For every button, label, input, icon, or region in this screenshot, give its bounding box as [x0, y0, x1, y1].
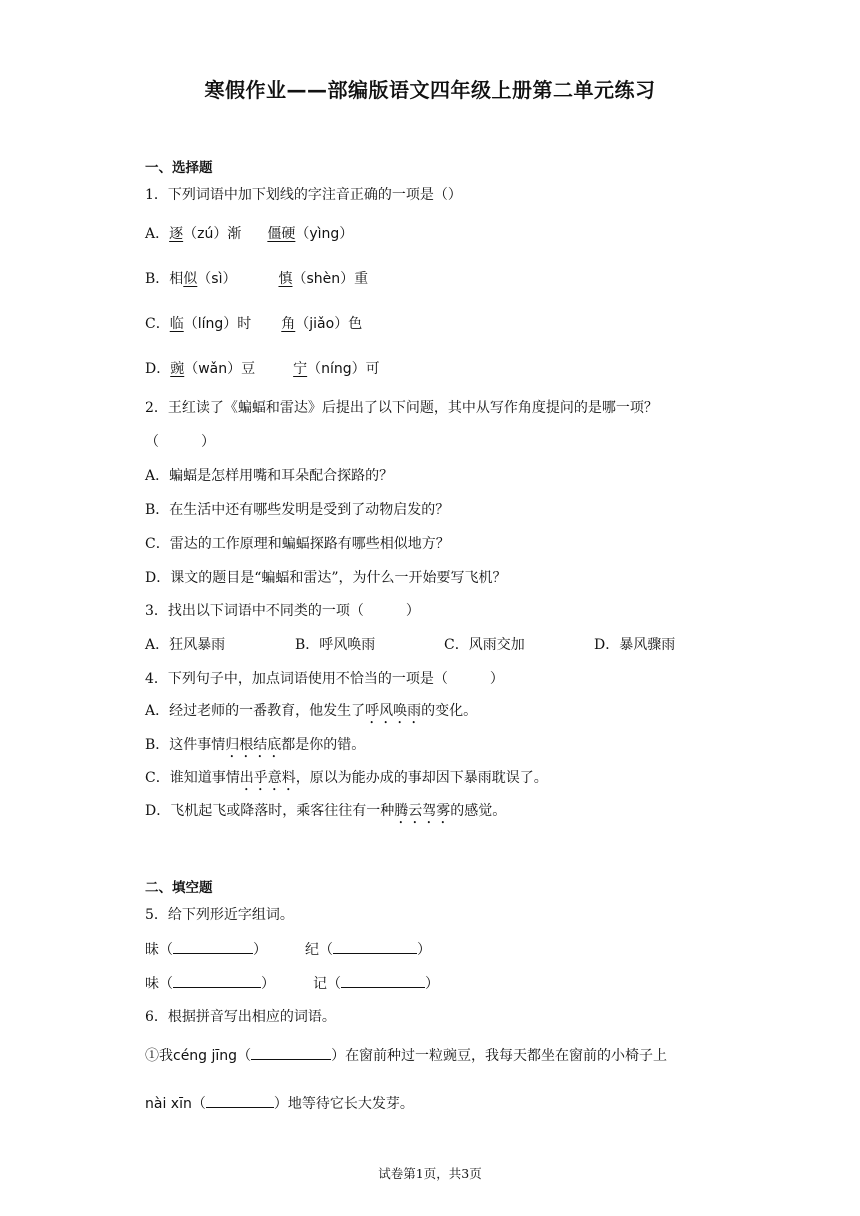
question-4-option-a — [145, 701, 477, 727]
option-text: A．经过老师的一番教育，他发生了 — [145, 703, 366, 719]
question-6-stem: 6．根据拼音写出相应的词语。 — [145, 1009, 336, 1025]
option-text: B．这件事情 — [145, 737, 226, 753]
question-2-stem: 2．王红读了《蝙蝠和雷达》后提出了以下问题，其中从写作角度提问的是哪一项？ — [145, 400, 658, 416]
pinyin: （níng） — [307, 361, 366, 377]
question-3-option-a: A．狂风暴雨 — [145, 637, 226, 653]
question-4-option-c — [145, 768, 548, 794]
question-2-option-b: B．在生活中还有哪些发明是受到了动物启发的？ — [145, 502, 450, 518]
paren-close: ） — [425, 976, 439, 992]
word-rest: 豆 — [241, 361, 256, 377]
pinyin: （zú） — [183, 226, 228, 242]
pinyin: （yìng） — [295, 226, 354, 242]
section-heading-fill: 二、填空题 — [145, 880, 213, 896]
dotted-word: 呼风唤雨 — [365, 703, 422, 719]
question-2-option-a: A．蝙蝠是怎样用嘴和耳朵配合探路的？ — [145, 468, 394, 484]
paren-close: ） — [417, 942, 431, 958]
paren-open: （ — [191, 1096, 206, 1112]
question-3-option-c: C．风雨交加 — [444, 637, 525, 653]
option-text: D．飞机起飞或降落时，乘客往往有一种 — [145, 803, 395, 819]
answer-blank[interactable] — [333, 939, 417, 954]
pinyin: nài xīn — [145, 1096, 192, 1112]
option-text: 的感觉。 — [450, 803, 507, 819]
underlined-char: 豌 — [170, 361, 185, 377]
question-5-stem: 5．给下列形近字组词。 — [145, 907, 294, 923]
char-prompt: 记（ — [313, 976, 341, 992]
question-2-option-d: D．课文的题目是“蝙蝠和雷达”，为什么一开始要写飞机？ — [145, 570, 507, 586]
paren-close: ） — [331, 1048, 346, 1064]
paren-open: （ — [237, 1048, 252, 1064]
question-1-option-a — [145, 224, 353, 244]
option-text: 的变化。 — [421, 703, 478, 719]
question-4-stem: 4．下列句子中，加点词语使用不恰当的一项是（ ） — [145, 671, 504, 687]
question-6-line-2 — [145, 1093, 414, 1114]
underlined-char: 似 — [183, 271, 198, 287]
pinyin: （wǎn） — [184, 361, 242, 377]
paren-close: ） — [253, 942, 267, 958]
question-6-line-1 — [145, 1045, 667, 1066]
underlined-char: 宁 — [293, 361, 308, 377]
underlined-char: 慎 — [278, 271, 293, 287]
question-1-option-b — [145, 269, 368, 289]
question-5-row-1 — [145, 939, 431, 960]
dotted-word: 归根结底 — [225, 737, 282, 753]
word-rest: 时 — [237, 316, 252, 332]
word-prefix: 相 — [169, 271, 184, 287]
answer-blank[interactable] — [173, 973, 261, 988]
word-rest: 色 — [348, 316, 363, 332]
paren-close: ） — [273, 1096, 288, 1112]
answer-blank[interactable] — [341, 973, 425, 988]
word-rest: 可 — [365, 361, 380, 377]
question-1-stem: 1．下列词语中加下划线的字注音正确的一项是（） — [145, 187, 462, 203]
answer-blank[interactable] — [251, 1045, 331, 1060]
paren-close: ） — [261, 976, 275, 992]
question-2-option-c: C．雷达的工作原理和蝙蝠探路有哪些相似地方？ — [145, 536, 450, 552]
answer-blank[interactable] — [206, 1093, 274, 1108]
option-label: C． — [145, 316, 170, 332]
sentence-text: 在窗前种过一粒豌豆，我每天都坐在窗前的小椅子上 — [345, 1048, 668, 1064]
page-footer: 试卷第1页，共3页 — [378, 1166, 482, 1181]
dotted-word: 出乎意料 — [239, 770, 296, 786]
question-1-option-c — [145, 314, 362, 334]
underlined-char: 僵硬 — [267, 226, 296, 242]
question-4-option-b — [145, 735, 365, 761]
option-text: ，原以为能办成的事却因下暴雨耽误了。 — [295, 770, 548, 786]
question-4-option-d — [145, 801, 506, 827]
word-rest: 渐 — [227, 226, 242, 242]
pinyin: （sì） — [197, 271, 237, 287]
page-title: 寒假作业——部编版语文四年级上册第二单元练习 — [204, 78, 656, 102]
underlined-char: 角 — [281, 316, 296, 332]
question-3-option-b: B．呼风唤雨 — [295, 637, 376, 653]
underlined-char: 临 — [169, 316, 184, 332]
sentence-text: 地等待它长大发芽。 — [287, 1096, 414, 1112]
answer-paren: （ ） — [145, 434, 215, 450]
question-3-stem: 3．找出以下词语中不同类的一项（ ） — [145, 603, 420, 619]
char-prompt: 纪（ — [305, 942, 333, 958]
option-text: 都是你的错。 — [281, 737, 366, 753]
question-5-row-2 — [145, 973, 439, 994]
option-label: A． — [145, 226, 170, 242]
option-label: D． — [145, 361, 171, 377]
question-1-option-d — [145, 359, 380, 379]
pinyin: （líng） — [183, 316, 238, 332]
char-prompt: 昧（ — [145, 942, 173, 958]
answer-blank[interactable] — [173, 939, 253, 954]
char-prompt: 味（ — [145, 976, 173, 992]
question-3-option-d: D．暴风骤雨 — [594, 637, 676, 653]
sentence-text: ①我 — [145, 1048, 173, 1064]
section-heading-choice: 一、选择题 — [145, 160, 213, 176]
underlined-char: 逐 — [169, 226, 184, 242]
pinyin: céng jīng — [173, 1048, 238, 1064]
pinyin: （jiǎo） — [295, 316, 349, 332]
option-label: B． — [145, 271, 170, 287]
pinyin: （shèn） — [292, 271, 355, 287]
dotted-word: 腾云驾雾 — [394, 803, 451, 819]
word-rest: 重 — [354, 271, 369, 287]
option-text: C．谁知道事情 — [145, 770, 240, 786]
